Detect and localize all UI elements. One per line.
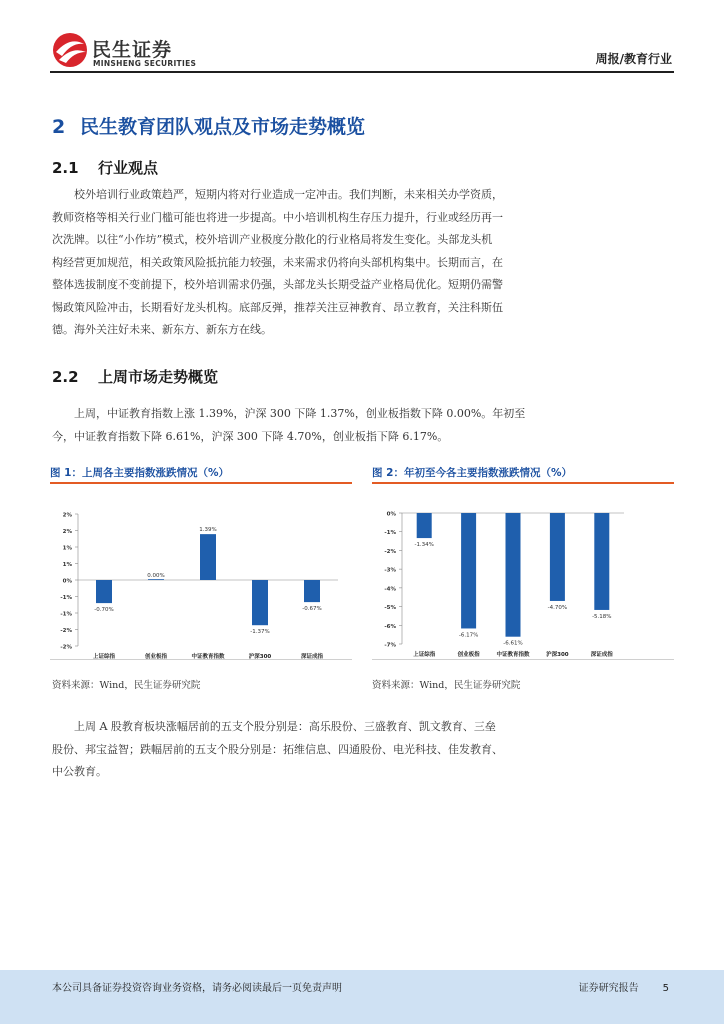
figure-2-chart-area <box>372 484 674 660</box>
figure-1-chart-area <box>50 484 352 660</box>
category-label: 深证成指 <box>300 654 324 660</box>
section-number: 2 <box>52 116 66 138</box>
y-tick-label: -7% <box>384 642 396 649</box>
footer-report-label: 证券研究报告 <box>578 983 639 994</box>
company-logo <box>50 30 200 70</box>
logo-text-en: MINSHENG SECURITIES <box>93 59 197 68</box>
paragraph-line: 上周 A 股教育板块涨幅居前的五支个股分别是：高乐股份、三盛教育、凯文教育、三垒 <box>74 720 496 733</box>
bar <box>461 513 476 628</box>
y-tick-label: 1% <box>62 562 72 568</box>
subsection-number: 2.2 <box>52 368 79 386</box>
paragraph-line: 惕政策风险冲击，长期看好龙头机构。底部反弹，推荐关注豆神教育、昂立教育，关注科斯伍 <box>52 300 503 314</box>
data-label: -6.17% <box>458 632 479 639</box>
chart-ytd-index-change <box>372 484 674 660</box>
data-label: -0.67% <box>302 606 322 613</box>
paragraph-line: 今，中证教育指数下降 6.61%，沪深 300 下降 4.70%，创业板指下降 6.17%。 <box>52 429 449 443</box>
paragraph-line: 中公教育。 <box>52 765 107 778</box>
category-label: 上证综指 <box>413 652 436 658</box>
paragraph-line: 教师资格等相关行业门槛可能也将进一步提高。中小培训机构生存压力提升，行业或经历再一 <box>52 210 503 224</box>
footer-disclaimer: 本公司具备证券投资咨询业务资格，请务必阅读最后一页免责声明 <box>52 983 342 994</box>
bar <box>417 513 432 538</box>
category-label: 沪深300 <box>546 652 569 658</box>
subsection-title: 行业观点 <box>98 159 159 177</box>
category-label: 中证教育指数 <box>191 654 225 660</box>
y-tick-label: -2% <box>60 644 72 651</box>
category-label: 深证成指 <box>590 652 613 658</box>
paragraph-line: 次洗牌。以往“小作坊”模式，校外培训产业极度分散化的行业格局将发生变化。头部龙头机 <box>52 233 493 246</box>
figure-2-title: 图 2：年初至今各主要指数涨跌情况（%） <box>372 467 572 479</box>
category-label: 中证教育指数 <box>496 652 530 658</box>
y-tick-label: 0% <box>62 578 72 585</box>
y-tick-label: -3% <box>384 567 396 574</box>
data-label: -0.70% <box>94 607 114 614</box>
y-tick-label: 2% <box>62 512 72 519</box>
minsheng-logo-icon <box>50 30 90 70</box>
industry-view-paragraph <box>52 184 672 342</box>
subsection-title: 上周市场走势概览 <box>98 368 219 386</box>
bar <box>200 534 216 580</box>
bar <box>148 579 164 580</box>
y-tick-label: -2% <box>384 548 396 555</box>
bar <box>506 513 521 637</box>
y-tick-label: -1% <box>60 595 72 601</box>
chart-weekly-index-change <box>50 484 352 660</box>
subsection-number: 2.1 <box>52 159 79 177</box>
figure-1-title: 图 1：上周各主要指数涨跌情况（%） <box>50 467 229 479</box>
paragraph-line: 构经营更加规范，相关政策风险抵抗能力较强，未来需求仍将向头部机构集中。长期而言，在 <box>52 255 503 269</box>
category-label: 沪深300 <box>248 654 272 660</box>
section-heading <box>52 112 365 139</box>
data-label: -1.37% <box>250 629 270 636</box>
data-label: -1.34% <box>414 542 434 549</box>
paragraph-line: 校外培训行业政策趋严，短期内将对行业造成一定冲击。我们判断，未来相关办学资质， <box>74 188 503 201</box>
subsection-heading-industry-view <box>52 157 158 178</box>
y-tick-label: -1% <box>384 530 396 537</box>
figure-2-source: 资料来源：Wind，民生证券研究院 <box>372 680 521 691</box>
page-footer <box>0 970 724 1024</box>
data-label: -4.70% <box>547 604 568 611</box>
page-header <box>0 0 724 75</box>
category-label: 上证综指 <box>92 654 116 660</box>
paragraph-line: 上周，中证教育指数上涨 1.39%，沪深 300 下降 1.37%，创业板指数下降 0.00%。年初至 <box>74 407 526 420</box>
paragraph-line: 整体选拔制度不变前提下，校外培训需求仍强，头部龙头长期受益产业格局优化。短期仍需警 <box>52 278 503 291</box>
y-tick-label: -4% <box>384 586 396 593</box>
data-label: 1.39% <box>199 527 217 534</box>
data-label: -5.18% <box>592 613 612 620</box>
subsection-heading-market-overview <box>52 366 218 387</box>
y-tick-label: 2% <box>62 529 72 535</box>
stock-movers-paragraph <box>52 716 672 784</box>
y-tick-label: -1% <box>60 611 72 618</box>
bar <box>252 580 268 625</box>
y-tick-label: -2% <box>60 628 72 634</box>
y-tick-label: 1% <box>62 545 72 552</box>
figure-2 <box>372 464 674 660</box>
category-label: 创业板指 <box>144 654 168 660</box>
header-divider <box>50 71 674 73</box>
paragraph-line: 德。海外关注好未来、新东方、新东方在线。 <box>52 323 272 336</box>
report-type: 周报/教育行业 <box>595 52 672 66</box>
section-title: 民生教育团队观点及市场走势概览 <box>80 116 366 138</box>
bar <box>304 580 320 602</box>
bar <box>550 513 565 601</box>
market-overview-paragraph <box>52 403 672 448</box>
figure-1 <box>50 464 352 660</box>
bar <box>594 513 609 610</box>
data-label: -6.61% <box>503 640 523 647</box>
bar <box>96 580 112 603</box>
y-tick-label: -6% <box>384 623 396 630</box>
page-number: 5 <box>662 983 669 994</box>
y-tick-label: 0% <box>386 511 396 518</box>
data-label: 0.00% <box>147 573 165 579</box>
figure-1-source: 资料来源：Wind，民生证券研究院 <box>52 680 201 691</box>
y-tick-label: -5% <box>384 605 396 612</box>
category-label: 创业板指 <box>457 652 480 658</box>
paragraph-line: 股份、邦宝益智；跌幅居前的五支个股分别是：拓维信息、四通股份、电光科技、佳发教育、 <box>52 742 503 756</box>
footer-right <box>579 979 669 994</box>
logo-text-cn: 民生证券 <box>92 39 173 61</box>
